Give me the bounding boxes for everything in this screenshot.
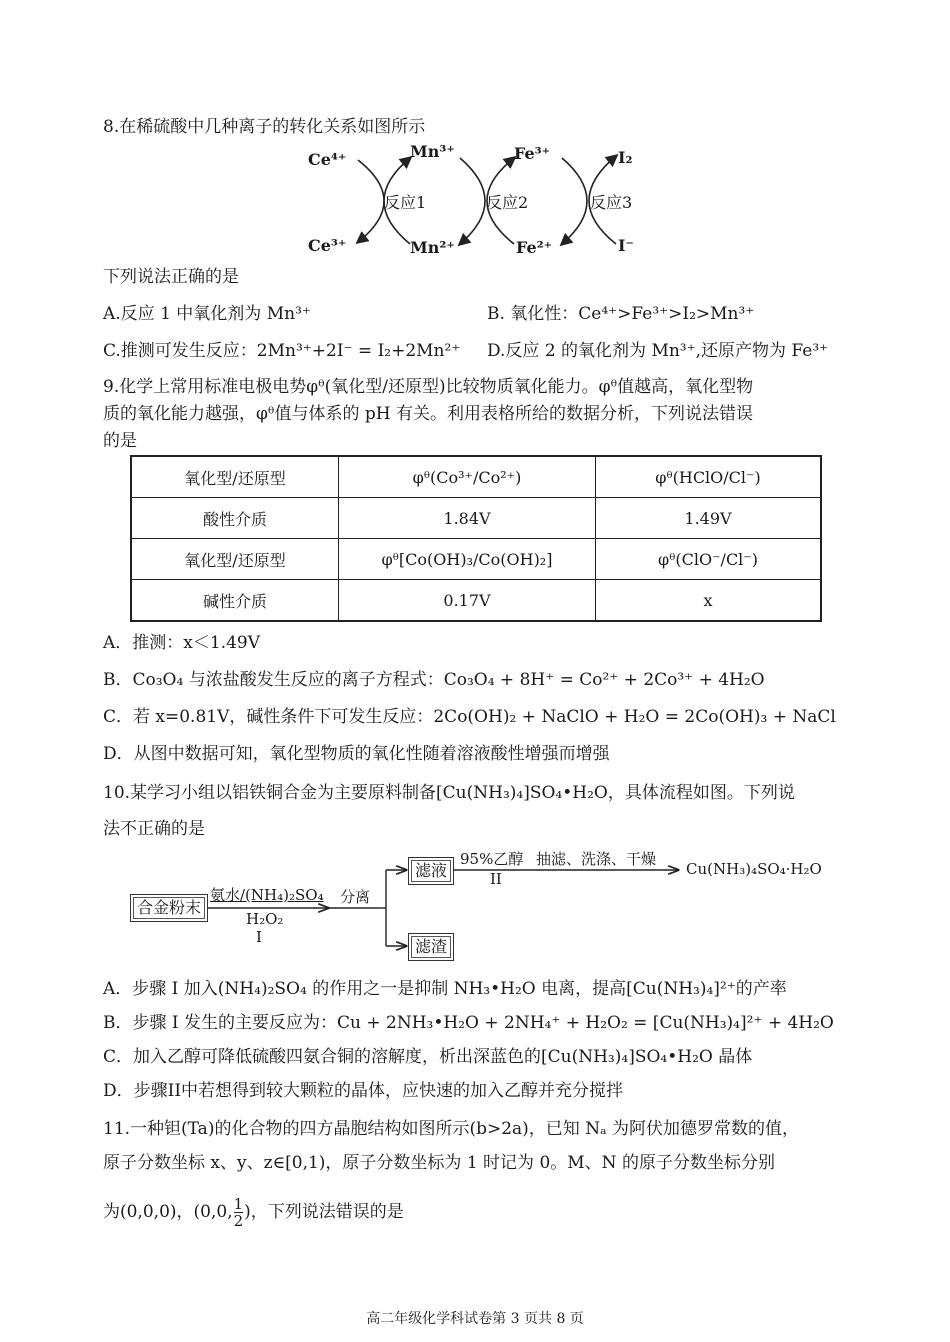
q9-stem-line-3: 的是: [103, 431, 137, 451]
table-row: [131, 498, 821, 539]
table-cell: 酸性介质: [131, 498, 339, 539]
label-ethanol: 95%乙醇: [460, 850, 524, 868]
q10-option-d: D．步骤II中若想得到较大颗粒的晶体，应快速的加入乙醇并充分搅拌: [103, 1081, 624, 1101]
label-reaction-1: 反应1: [384, 193, 427, 212]
table-cell: φᶿ(Co³⁺/Co²⁺): [339, 456, 596, 498]
label-operations: 抽滤、洗涤、干燥: [536, 850, 657, 868]
table-cell: 0.17V: [339, 580, 596, 622]
table-cell: x: [596, 580, 822, 622]
table-row: [131, 539, 821, 580]
q9-option-d: D．从图中数据可知，氧化型物质的氧化性随着溶液酸性增强而增强: [103, 744, 610, 764]
label-reaction-2: 反应2: [486, 193, 529, 212]
table-cell: 1.49V: [596, 498, 822, 539]
label-separate: 分离: [340, 888, 371, 906]
reaction-cycle-diagram: [300, 142, 660, 260]
q11-stem-3b: )，下列说法错误的是: [244, 1202, 404, 1222]
q10-option-a: A．步骤 I 加入(NH₄)₂SO₄ 的作用之一是抑制 NH₃•H₂O 电离，提高[Cu(NH₃)₄]²⁺的产率: [103, 979, 787, 999]
q8-option-c: C.推测可发生反应：2Mn³⁺+2I⁻ = I₂+2Mn²⁺: [103, 341, 461, 361]
q9-stem-line-2: 质的氧化能力越强，φᶿ值与体系的 pH 有关。利用表格所给的数据分析，下列说法错误: [103, 404, 753, 424]
q11-stem-line-1: 11.一种钽(Ta)的化合物的四方晶胞结构如图所示(b>2a)，已知 Nₐ 为阿伏加德罗常数的值，: [103, 1119, 800, 1139]
table-cell: φᶿ(ClO⁻/Cl⁻): [596, 539, 822, 580]
table-cell: 1.84V: [339, 498, 596, 539]
table-row: [131, 456, 821, 498]
box-residue: 滤渣: [408, 933, 454, 961]
q8-option-b: B. 氧化性：Ce⁴⁺>Fe³⁺>I₂>Mn³⁺: [487, 304, 755, 324]
q9-option-a: A．推测：x＜1.49V: [103, 633, 260, 653]
label-step-1: I: [256, 928, 262, 946]
arc-mn3-to-mn2: [460, 158, 485, 244]
q10-stem-line-2: 法不正确的是: [103, 819, 205, 839]
label-product: Cu(NH₃)₄SO₄·H₂O: [686, 860, 822, 878]
fraction-denominator: 2: [233, 1212, 244, 1230]
table-cell: φᶿ(HClO/Cl⁻): [596, 456, 822, 498]
fraction-numerator: 1: [233, 1195, 244, 1213]
label-reaction-3: 反应3: [590, 193, 633, 212]
label-fe2: Fe²⁺: [516, 238, 553, 257]
table-cell: φᶿ[Co(OH)₃/Co(OH)₂]: [339, 539, 596, 580]
label-h2o2: H₂O₂: [246, 910, 284, 928]
q8-prompt: 下列说法正确的是: [103, 267, 239, 287]
fraction-one-half: [234, 1196, 244, 1229]
box-alloy-powder: 合金粉末: [130, 894, 208, 922]
q11-stem-line-3: [103, 1196, 404, 1229]
label-fe3: Fe³⁺: [514, 144, 551, 163]
q8-stem: 8.在稀硫酸中几种离子的转化关系如图所示: [103, 117, 426, 137]
process-flow-diagram: [128, 846, 828, 964]
q8-option-a: A.反应 1 中氧化剂为 Mn³⁺: [103, 304, 311, 324]
box-filtrate: 滤液: [408, 857, 454, 885]
table-cell: 碱性介质: [131, 580, 339, 622]
table-cell: 氧化型/还原型: [131, 456, 339, 498]
label-step-2: II: [490, 870, 502, 888]
q9-option-b: B．Co₃O₄ 与浓盐酸发生反应的离子方程式：Co₃O₄ + 8H⁺ = Co²⁺ + 2Co³⁺ + 4H₂O: [103, 670, 765, 690]
table-cell: 氧化型/还原型: [131, 539, 339, 580]
q10-option-b: B．步骤 I 发生的主要反应为：Cu + 2NH₃•H₂O + 2NH₄⁺ + H₂O₂ = [Cu(NH₃)₄]²⁺ + 4H₂O: [103, 1013, 834, 1033]
label-iminus: I⁻: [618, 236, 634, 255]
q9-stem-line-1: 9.化学上常用标准电极电势φᶿ(氧化型/还原型)比较物质氧化能力。φᶿ值越高，氧化型物: [103, 377, 754, 397]
q9-option-c: C．若 x=0.81V，碱性条件下可发生反应：2Co(OH)₂ + NaClO + H₂O = 2Co(OH)₃ + NaCl: [103, 707, 836, 727]
q10-option-c: C．加入乙醇可降低硫酸四氨合铜的溶解度，析出深蓝色的[Cu(NH₃)₄]SO₄•H₂O 晶体: [103, 1047, 753, 1067]
potential-table: [130, 455, 822, 622]
arc-ce4-to-ce3: [358, 160, 384, 242]
label-ce4: Ce⁴⁺: [308, 150, 347, 169]
label-ce3: Ce³⁺: [308, 236, 347, 255]
q11-stem-3a: 为(0,0,0)，(0,0,: [103, 1202, 233, 1222]
table-row: [131, 580, 821, 622]
arc-fe3-to-fe2: [562, 158, 587, 244]
label-reagent: 氨水/(NH₄)₂SO₄: [210, 886, 324, 904]
q8-option-d: D.反应 2 的氧化剂为 Mn³⁺,还原产物为 Fe³⁺: [487, 341, 829, 361]
label-mn3: Mn³⁺: [410, 142, 455, 161]
label-i2: I₂: [618, 148, 633, 167]
q11-stem-line-2: 原子分数坐标 x、y、z∈[0,1)，原子分数坐标为 1 时记为 0。M、N 的原子分数坐标分别: [103, 1153, 775, 1173]
q10-stem-line-1: 10.某学习小组以铝铁铜合金为主要原料制备[Cu(NH₃)₄]SO₄•H₂O，具体流程如图。下列说: [103, 783, 795, 803]
page-footer: 高二年级化学科试卷第 3 页共 8 页: [366, 1311, 584, 1327]
label-mn2: Mn²⁺: [410, 238, 455, 257]
